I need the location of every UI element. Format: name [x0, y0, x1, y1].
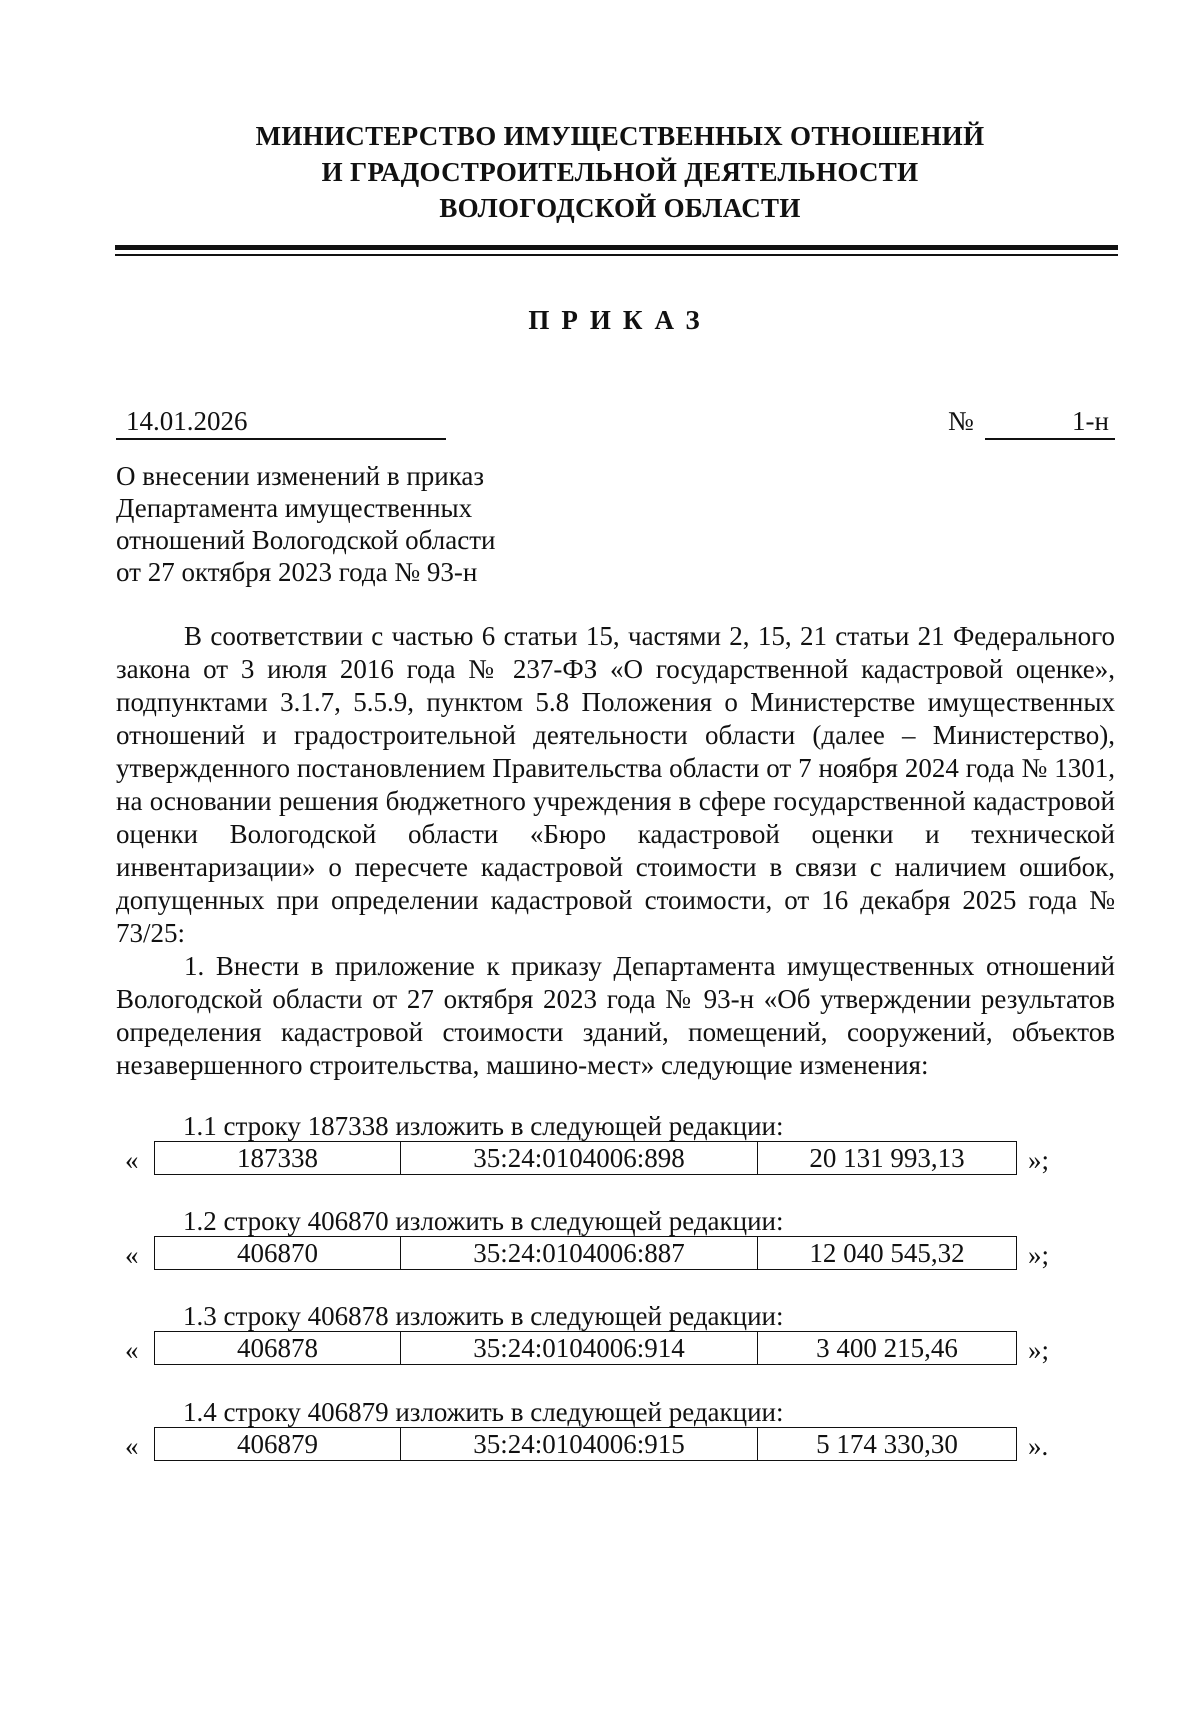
cadastral-number-cell: 35:24:0104006:887	[401, 1237, 758, 1269]
amendment-table-row	[154, 1141, 1017, 1175]
quote-close: »;	[1028, 1240, 1050, 1270]
amendment-caption: 1.2 строку 406870 изложить в следующей редакции:	[183, 1206, 784, 1236]
header-rule-thick	[115, 245, 1118, 250]
row-number-cell: 406878	[155, 1332, 401, 1364]
subject-line-2: Департамента имущественных	[116, 493, 473, 523]
amendment-table-row	[154, 1331, 1017, 1365]
cadastral-number-cell: 35:24:0104006:914	[401, 1332, 758, 1364]
header-line-1: МИНИСТЕРСТВО ИМУЩЕСТВЕННЫХ ОТНОШЕНИЙ	[255, 121, 985, 151]
quote-close: »;	[1028, 1145, 1050, 1175]
quote-close: ».	[1028, 1431, 1049, 1461]
order-number-label: №	[948, 406, 974, 436]
amendment-caption: 1.3 строку 406878 изложить в следующей редакции:	[183, 1301, 784, 1331]
subject-line-4: от 27 октября 2023 года № 93-н	[116, 557, 478, 587]
quote-open: «	[125, 1335, 139, 1365]
quote-close: »;	[1028, 1335, 1050, 1365]
cadastral-number-cell: 35:24:0104006:898	[401, 1142, 758, 1174]
order-title: ПРИКАЗ	[528, 305, 712, 335]
cadastral-value-cell: 3 400 215,46	[816, 1333, 958, 1363]
cadastral-value-cell: 20 131 993,13	[809, 1143, 965, 1173]
body-paragraph-2: 1. Внести в приложение к приказу Департамента имущественных отношений Вологодской области от 27 октября 2023 года № 93-н «Об утверждении результатов определения кадастровой стоимости зданий, помещений, сооружений, объектов незавершенного строительства, машино-мест» следующие изменения:	[116, 951, 1115, 1080]
order-subject	[116, 460, 576, 588]
order-number: 1-н	[985, 404, 1115, 440]
row-number-cell: 406870	[155, 1237, 401, 1269]
subject-line-3: отношений Вологодской области	[116, 525, 496, 555]
subject-line-1: О внесении изменений в приказ	[116, 461, 485, 491]
order-date: 14.01.2026	[116, 404, 446, 440]
order-body	[116, 620, 1115, 1082]
row-number-cell: 406879	[155, 1428, 401, 1460]
amendment-table-row	[154, 1427, 1017, 1461]
header-rule-thin	[115, 254, 1118, 256]
cadastral-value-cell: 12 040 545,32	[809, 1238, 965, 1268]
body-paragraph-1: В соответствии с частью 6 статьи 15, частями 2, 15, 21 статьи 21 Федерального закона от 3 июля 2016 года № 237-ФЗ «О государственной кадастровой оценке», подпунктами 3.1.7, 5.5.9, пунктом 5.8 Положения о Министерстве имущественных отношений и градостроительной деятельности области (далее – Министерство), утвержденного постановлением Правительства области от 7 ноября 2024 года № 1301, на основании решения бюджетного учреждения в сфере государственной кадастровой оценки Вологодской области «Бюро кадастровой оценки и технической инвентаризации» о пересчете кадастровой стоимости в связи с наличием ошибок, допущенных при определении кадастровой стоимости, от 16 декабря 2025 года № 73/25:	[116, 621, 1115, 948]
quote-open: «	[125, 1431, 139, 1461]
header-line-2: И ГРАДОСТРОИТЕЛЬНОЙ ДЕЯТЕЛЬНОСТИ	[321, 157, 919, 187]
ministry-header	[120, 118, 1120, 226]
cadastral-value-cell: 5 174 330,30	[816, 1429, 958, 1459]
amendment-caption: 1.4 строку 406879 изложить в следующей редакции:	[183, 1397, 784, 1427]
quote-open: «	[125, 1240, 139, 1270]
amendment-caption: 1.1 строку 187338 изложить в следующей редакции:	[183, 1111, 784, 1141]
cadastral-number-cell: 35:24:0104006:915	[401, 1428, 758, 1460]
quote-open: «	[125, 1145, 139, 1175]
header-line-3: ВОЛОГОДСКОЙ ОБЛАСТИ	[439, 193, 801, 223]
amendment-table-row	[154, 1236, 1017, 1270]
row-number-cell: 187338	[155, 1142, 401, 1174]
